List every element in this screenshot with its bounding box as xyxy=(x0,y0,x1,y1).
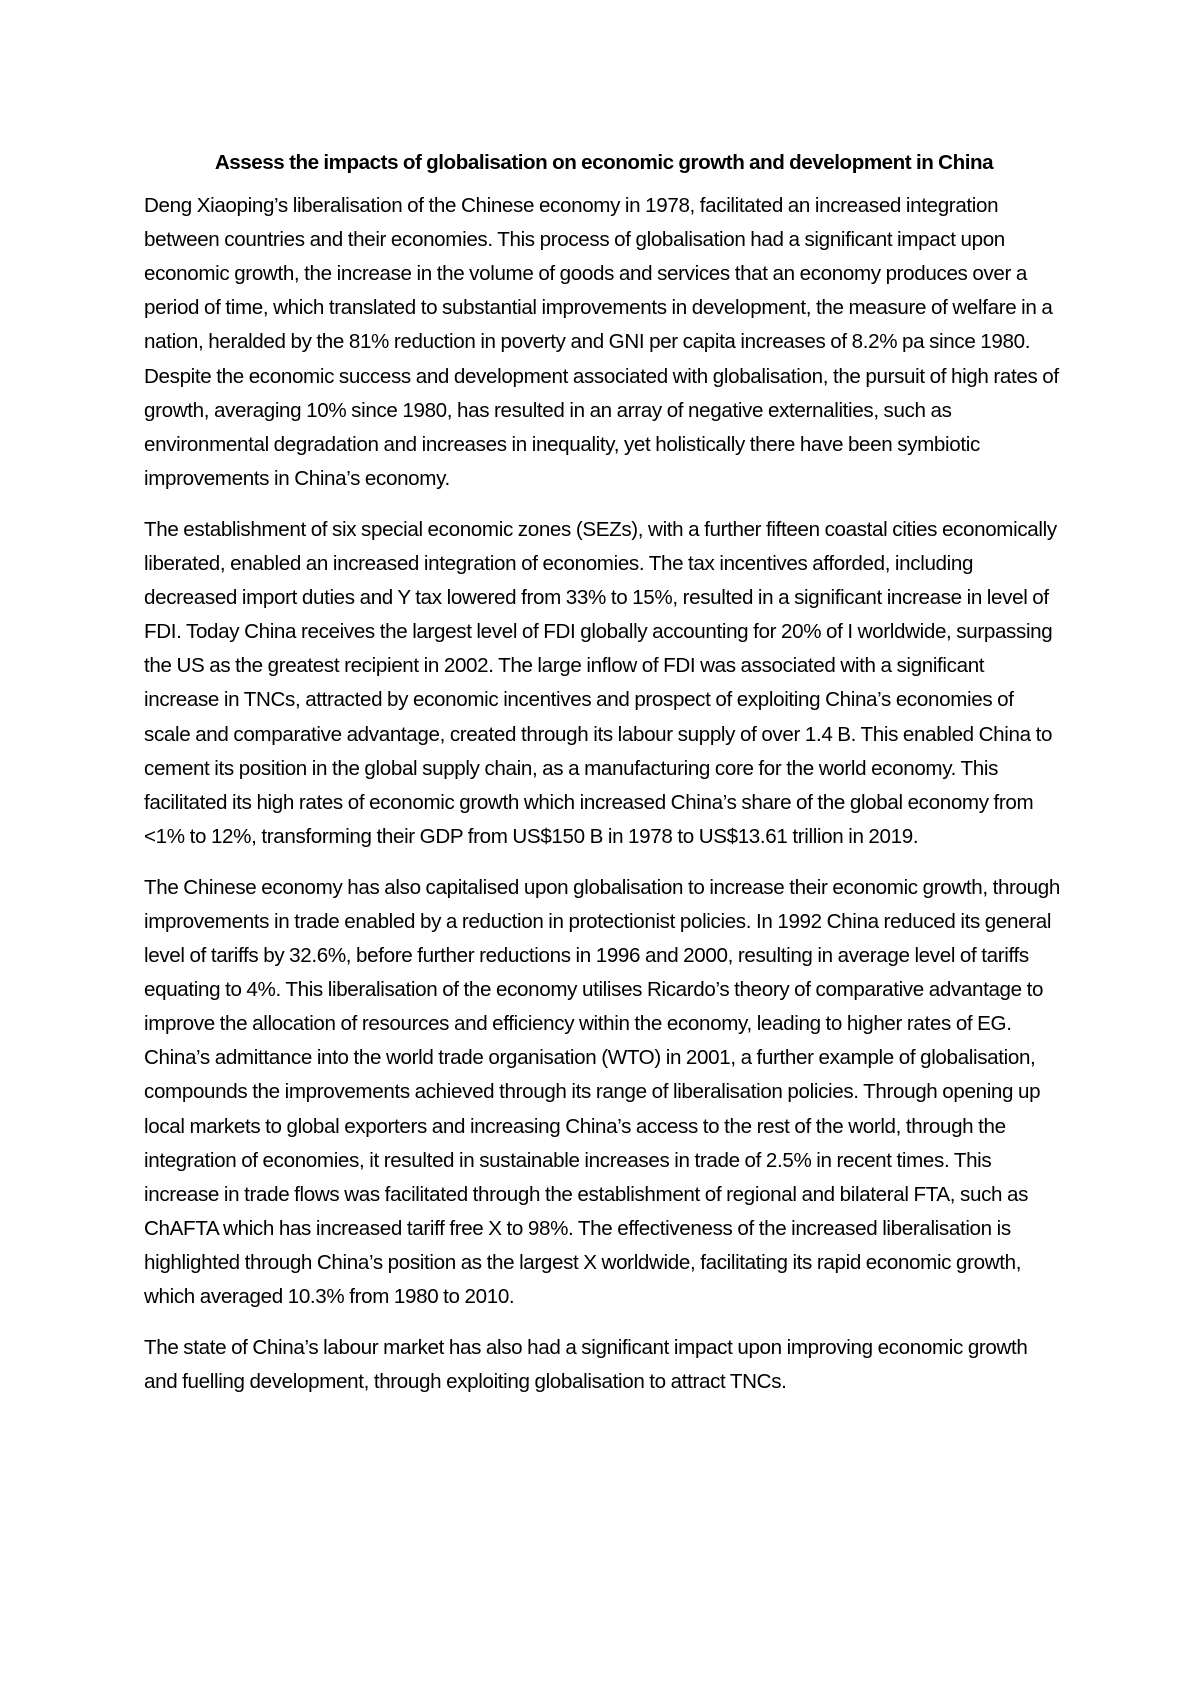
paragraph-labour-market: The state of China’s labour market has also had a significant impact upon improving economic growth and fuelling development, through exploiting globalisation to attract TNCs. xyxy=(144,1336,1028,1394)
paragraph-trade-liberalisation: The Chinese economy has also capitalised upon globalisation to increase their economic growth, through improvements in trade enabled by a reduction in protectionist policies. In 1992 China reduced its general level of tariffs by 32.6%, before further reductions in 1996 and 2000, resulting in average level of tariffs equating to 4%. This liberalisation of the economy utilises Ricardo’s theory of comparative advantage to improve the allocation of resources and efficiency within the economy, leading to higher rates of EG. China’s admittance into the world trade organisation (WTO) in 2001, a further example of globalisation, compounds the improvements achieved through its range of liberalisation policies. Through opening up local markets to global exporters and increasing China’s access to the rest of the world, through the integration of economies, it resulted in sustainable increases in trade of 2.5% in recent times. This increase in trade flows was facilitated through the establishment of regional and bilateral FTA, such as ChAFTA which has increased tariff free X to 98%. The effectiveness of the increased liberalisation is highlighted through China’s position as the largest X worldwide, facilitating its rapid economic growth, which averaged 10.3% from 1980 to 2010. xyxy=(144,875,1060,1308)
paragraph-sez-fdi: The establishment of six special economic zones (SEZs), with a further fifteen coastal cities economically liberated, enabled an increased integration of economies. The tax incentives afforded, including decreased import duties and Y tax lowered from 33% to 15%, resulted in a significant increase in level of FDI. Today China receives the largest level of FDI globally accounting for 20% of I worldwide, surpassing the US as the greatest recipient in 2002. The large inflow of FDI was associated with a significant increase in TNCs, attracted by economic incentives and prospect of exploiting China’s economies of scale and comparative advantage, created through its labour supply of over 1.4 B. This enabled China to cement its position in the global supply chain, as a manufacturing core for the world economy. This facilitated its high rates of economic growth which increased China’s share of the global economy from <1% to 12%, transforming their GDP from US$150 B in 1978 to US$13.61 trillion in 2019. xyxy=(144,517,1057,848)
document-title: Assess the impacts of globalisation on economic growth and development in China xyxy=(214,151,994,174)
paragraph-introduction: Deng Xiaoping’s liberalisation of the Chinese economy in 1978, facilitated an increased integration between countries and their economies. This process of globalisation had a significant impact upon economic growth, the increase in the volume of goods and services that an economy produces over a period of time, which translated to substantial improvements in development, the measure of welfare in a nation, heralded by the 81% reduction in poverty and GNI per capita increases of 8.2% pa since 1980. Despite the economic success and development associated with globalisation, the pursuit of high rates of growth, averaging 10% since 1980, has resulted in an array of negative externalities, such as environmental degradation and increases in inequality, yet holistically there have been symbiotic improvements in China’s economy. xyxy=(144,194,1059,490)
document-body xyxy=(144,146,1064,1416)
